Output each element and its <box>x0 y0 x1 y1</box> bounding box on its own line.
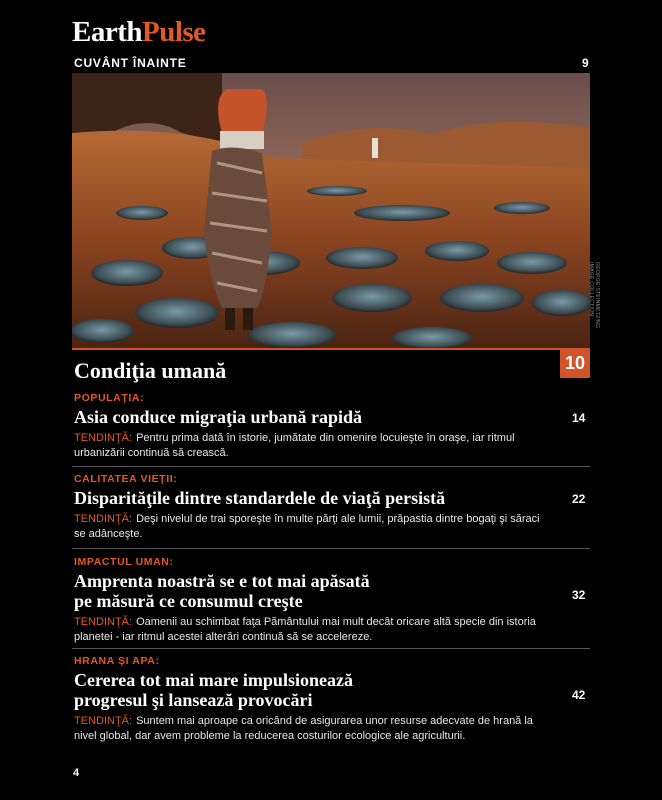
entry-headline: Asia conduce migraţia urbană rapidă <box>74 407 363 427</box>
trend-tag: TENDINŢĂ: <box>74 715 133 727</box>
entry-page-number: 14 <box>572 411 586 425</box>
entry-description: TENDINŢĂ: Pentru prima dată în istorie, jumătate din omenire locuieşte în oraşe, iar ritmul urbanizării continuă să crească. <box>74 432 515 459</box>
toc-entry-population[interactable] <box>74 392 554 461</box>
entry-description: TENDINŢĂ: Suntem mai aproape ca oricând de asigurarea unor resurse adecvate de hrană la nivel global, dar avem probleme la reducerea costurilor ecologice ale agriculturii. <box>74 715 533 742</box>
toc-entry-human-impact[interactable] <box>74 556 554 645</box>
cover-photo <box>72 73 590 348</box>
entry-description: TENDINŢĂ: Oamenii au schimbat faţa Pământului mai mult decât oricare altă specie din istoria planetei - iar ritmul acestei alterări continuă să se accelereze. <box>74 616 536 643</box>
section-page-badge[interactable]: 10 <box>560 348 590 378</box>
entry-headline: Disparităţile dintre standardele de viaţă persistă <box>74 488 446 508</box>
foreword-page-number: 9 <box>582 56 589 70</box>
entry-divider <box>72 466 590 467</box>
photo-credit: GEORGE STEINMETZ/NG IMAGE COLLECTION <box>588 262 600 329</box>
entry-headline: Amprenta noastră se e tot mai apăsată pe măsură ce consumul creşte <box>74 571 370 611</box>
magazine-logo <box>72 18 206 47</box>
logo-pulse: Pulse <box>142 16 206 48</box>
entry-page-number: 22 <box>572 492 586 506</box>
entry-category: HRANA ŞI APA: <box>74 655 160 667</box>
toc-entry-quality-of-life[interactable] <box>74 473 554 542</box>
entry-category: POPULAŢIA: <box>74 392 145 404</box>
entry-divider <box>72 548 590 549</box>
entry-headline: Cererea tot mai mare impulsionează progresul şi lansează provocări <box>74 670 353 710</box>
trend-tag: TENDINŢĂ: <box>74 616 133 628</box>
entry-category: CALITATEA VIEŢII: <box>74 473 178 485</box>
entry-page-number: 32 <box>572 588 586 602</box>
entry-category: IMPACTUL UMAN: <box>74 556 174 568</box>
logo-earth: Earth <box>72 16 142 48</box>
entry-description: TENDINŢĂ: Deşi nivelul de trai sporeşte în multe părţi ale lumii, prăpastia dintre bogaţi şi săraci se adânceşte. <box>74 513 540 540</box>
section-title: Condiţia umană <box>74 358 227 383</box>
foreword-link[interactable]: CUVÂNT ÎNAINTE <box>74 56 187 70</box>
entry-page-number: 42 <box>572 688 586 702</box>
trend-tag: TENDINŢĂ: <box>74 513 133 525</box>
page-folio: 4 <box>73 767 80 779</box>
trend-tag: TENDINŢĂ: <box>74 432 133 444</box>
toc-entry-food-and-water[interactable] <box>74 655 554 744</box>
section-rule <box>72 348 590 350</box>
entry-divider <box>72 648 590 649</box>
